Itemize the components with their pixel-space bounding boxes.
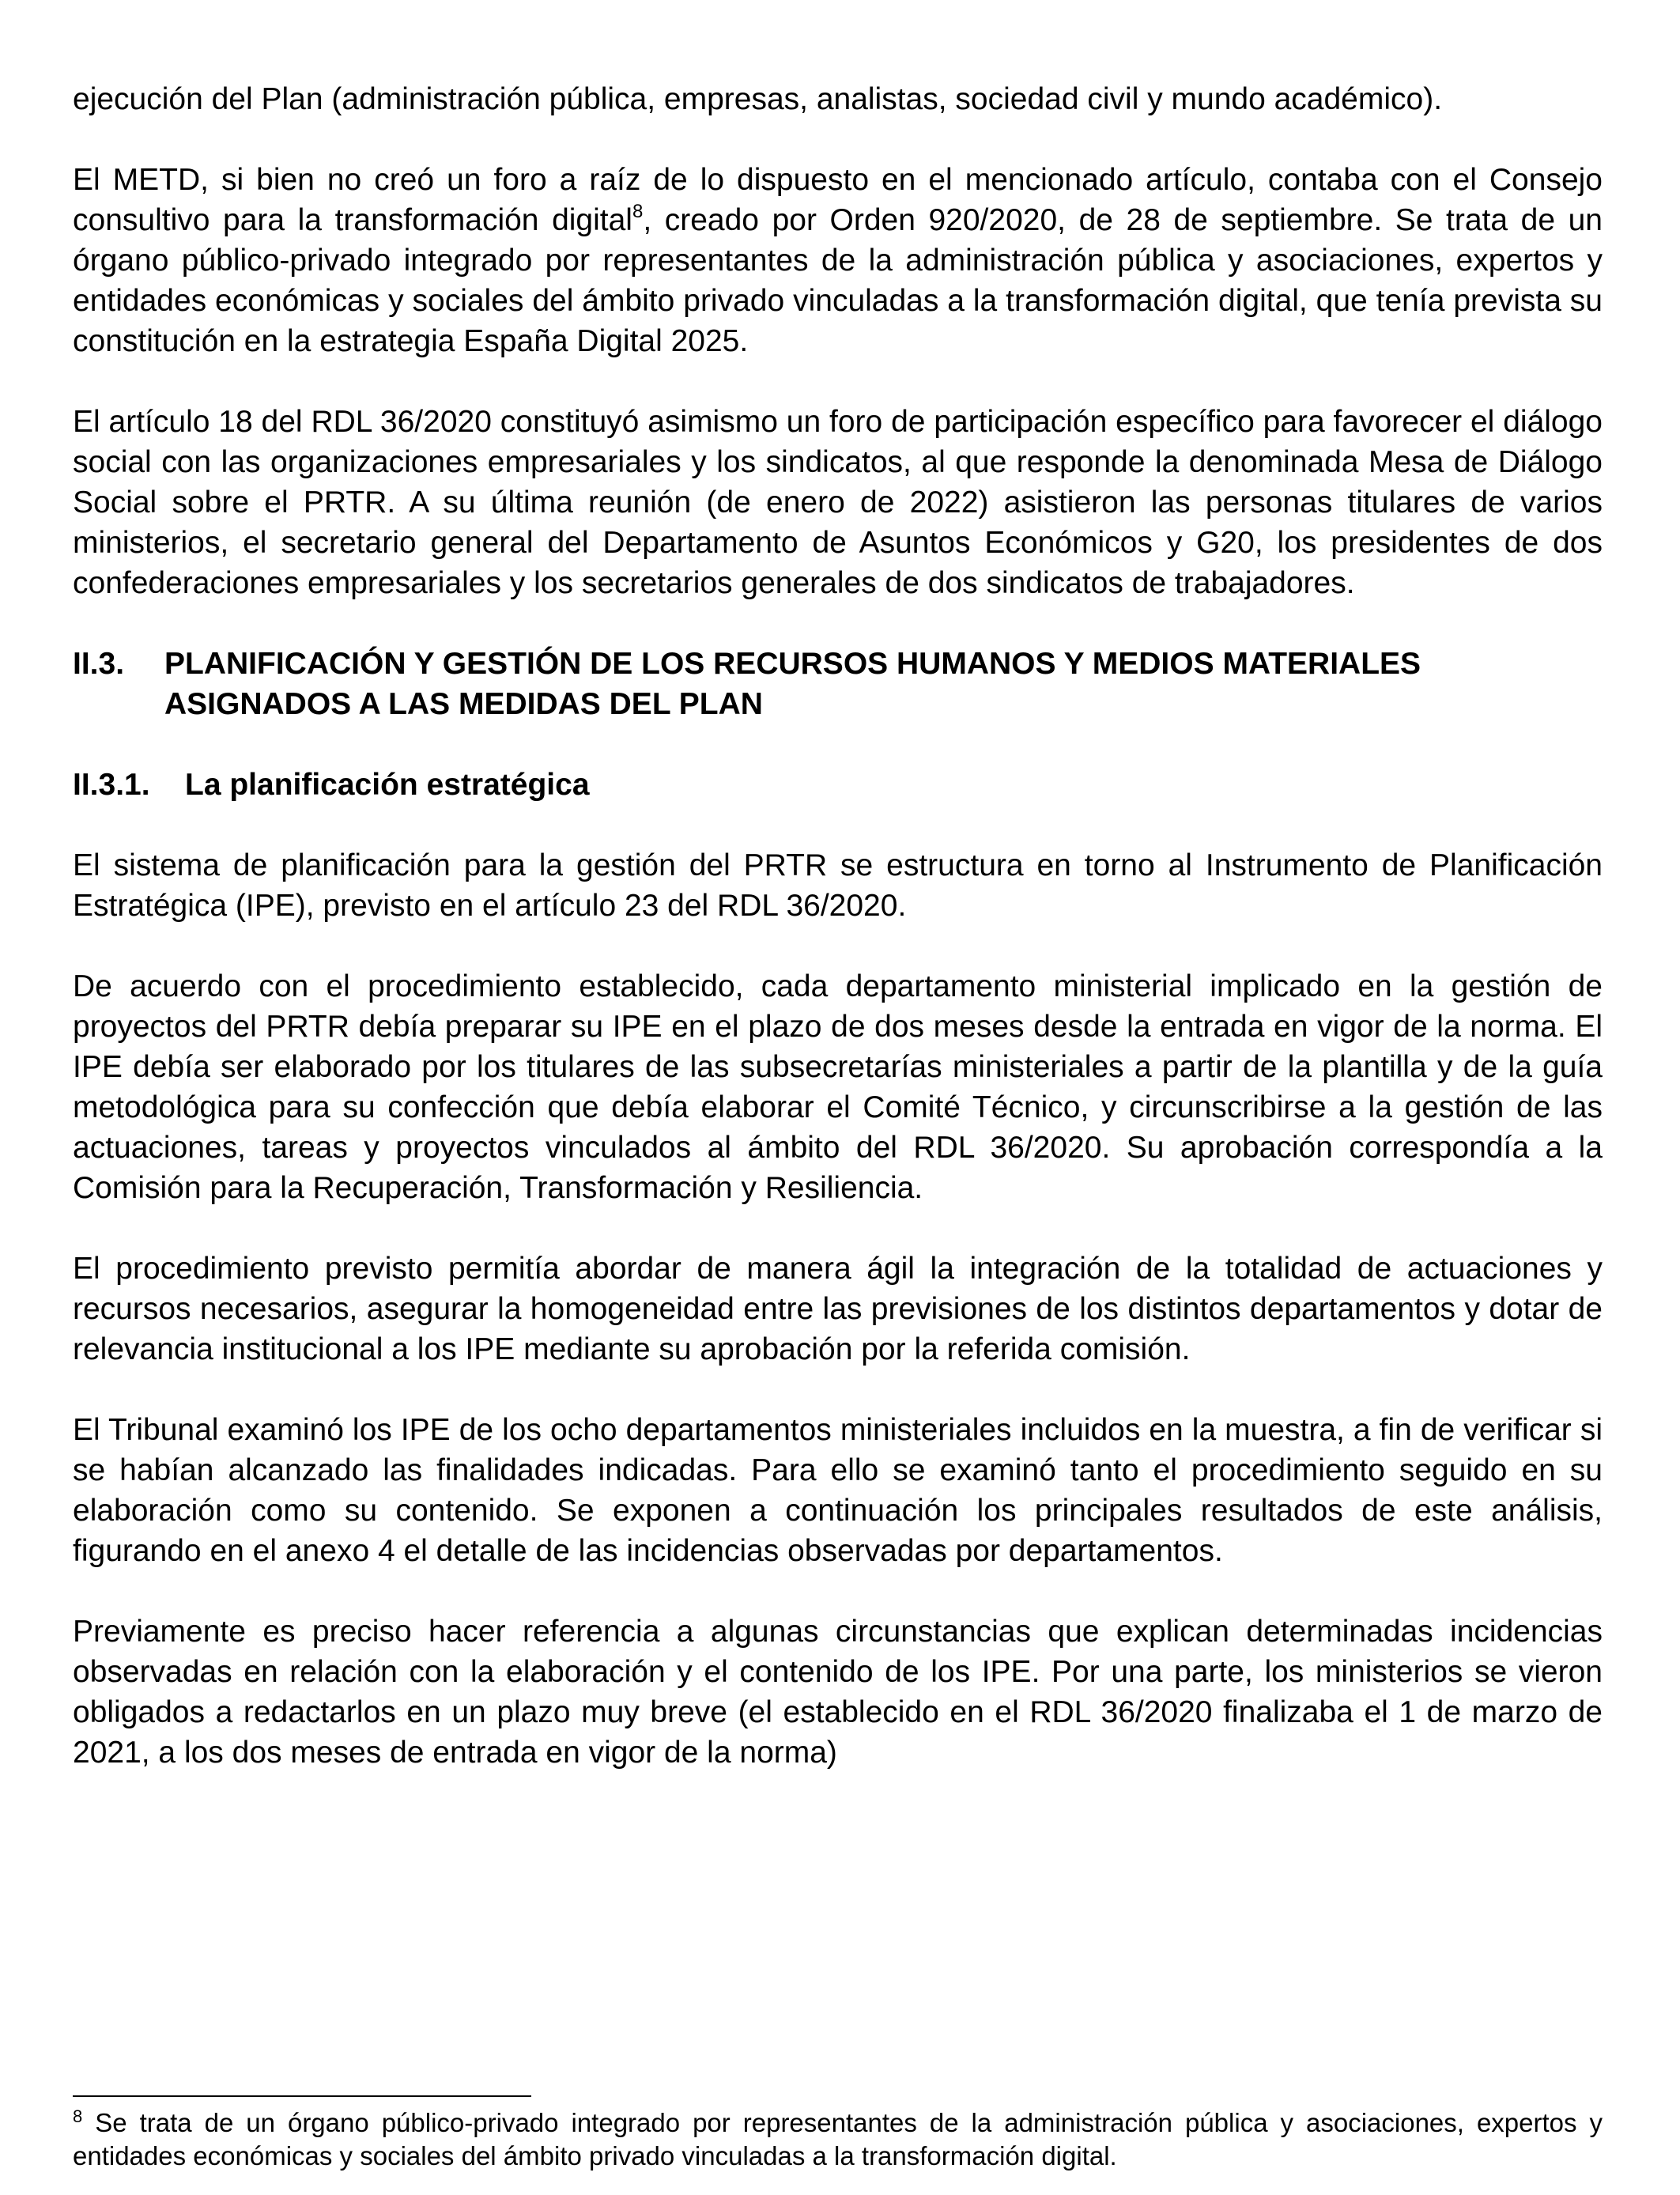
footnote-reference[interactable]: 8 — [632, 201, 644, 222]
section-title: PLANIFICACIÓN Y GESTIÓN DE LOS RECURSOS HUMANOS Y MEDIOS MATERIALES ASIGNADOS A LAS MEDIDAS DEL PLAN — [164, 647, 1421, 721]
paragraph-text-after-ref: , creado por Orden 920/2020, de 28 de septiembre. Se trata de un órgano público-privado integrado por representantes de la administración pública y asociaciones, expertos y entidades económicas y sociales del ámbito privado vinculadas a la transformación digital, que tenía prevista su constitución en la estrategia España Digital 2025. — [73, 203, 1603, 358]
paragraph-previamente: Previamente es preciso hacer referencia a algunas circunstancias que explican determinadas incidencias observadas en relación con la elaboración y el contenido de los IPE. Por una parte, los ministerios se vieron obligados a redactarlos en un plazo muy breve (el establecido en el RDL 36/2020 finalizaba el 1 de marzo de 2021, a los dos meses de entrada en vigor de la norma) — [73, 1615, 1603, 1770]
paragraph-procedimiento-establecido: De acuerdo con el procedimiento establecido, cada departamento ministerial implicado en la gestión de proyectos del PRTR debía preparar su IPE en el plazo de dos meses desde la entrada en vigor de la norma. El IPE debía ser elaborado por los titulares de las subsecretarías ministeriales a partir de la plantilla y de la guía metodológica para su confección que debía elaborar el Comité Técnico, y circunscribirse a la gestión de las actuaciones, tareas y proyectos vinculados al ámbito del RDL 36/2020. Su aprobación correspondía a la Comisión para la Recuperación, Transformación y Resiliencia. — [73, 969, 1603, 1205]
paragraph-articulo-18: El artículo 18 del RDL 36/2020 constituyó asimismo un foro de participación específico para favorecer el diálogo social con las organizaciones empresariales y los sindicatos, al que responde la denominada Mesa de Diálogo Social sobre el PRTR. A su última reunión (de enero de 2022) asistieron las personas titulares de varios ministerios, el secretario general del Departamento de Asuntos Económicos y G20, los presidentes de dos confederaciones empresariales y los secretarios generales de dos sindicatos de trabajadores. — [73, 405, 1603, 600]
document-body — [73, 79, 1603, 1813]
footnote — [73, 2106, 1603, 2173]
paragraph-text-before-ref: El METD, si bien no creó un foro a raíz de lo dispuesto en el mencionado artículo, contaba con el Consejo consultivo para la transformación digital — [73, 163, 1603, 237]
paragraph-sistema-planificacion: El sistema de planificación para la gestión del PRTR se estructura en torno al Instrumento de Planificación Estratégica (IPE), previsto en el artículo 23 del RDL 36/2020. — [73, 848, 1603, 923]
footnote-number: 8 — [73, 2106, 83, 2126]
footnote-separator — [73, 2095, 531, 2097]
paragraph-procedimiento-previsto: El procedimiento previsto permitía abordar de manera ágil la integración de la totalidad de actuaciones y recursos necesarios, asegurar la homogeneidad entre las previsiones de los distintos departamentos y dotar de relevancia institucional a los IPE mediante su aprobación por la referida comisión. — [73, 1252, 1603, 1366]
section-number: II.3. — [73, 647, 125, 681]
footnote-text: Se trata de un órgano público-privado integrado por representantes de la administración pública y asociaciones, expertos y entidades económicas y sociales del ámbito privado vinculadas a la transformación digital. — [73, 2108, 1603, 2170]
subsection-heading — [73, 765, 1603, 805]
subsection-title: La planificación estratégica — [185, 768, 590, 802]
paragraph-tribunal-examino: El Tribunal examinó los IPE de los ocho departamentos ministeriales incluidos en la muestra, a fin de verificar si se habían alcanzado las finalidades indicadas. Para ello se examinó tanto el procedimiento seguido en su elaboración como su contenido. Se exponen a continuación los principales resultados de este análisis, figurando en el anexo 4 el detalle de las incidencias observadas por departamentos. — [73, 1413, 1603, 1568]
section-heading — [73, 644, 1603, 724]
subsection-number: II.3.1. — [73, 768, 150, 802]
paragraph-metd-consejo — [73, 160, 1603, 361]
paragraph-plan-execution: ejecución del Plan (administración pública, empresas, analistas, sociedad civil y mundo académico). — [73, 82, 1443, 116]
